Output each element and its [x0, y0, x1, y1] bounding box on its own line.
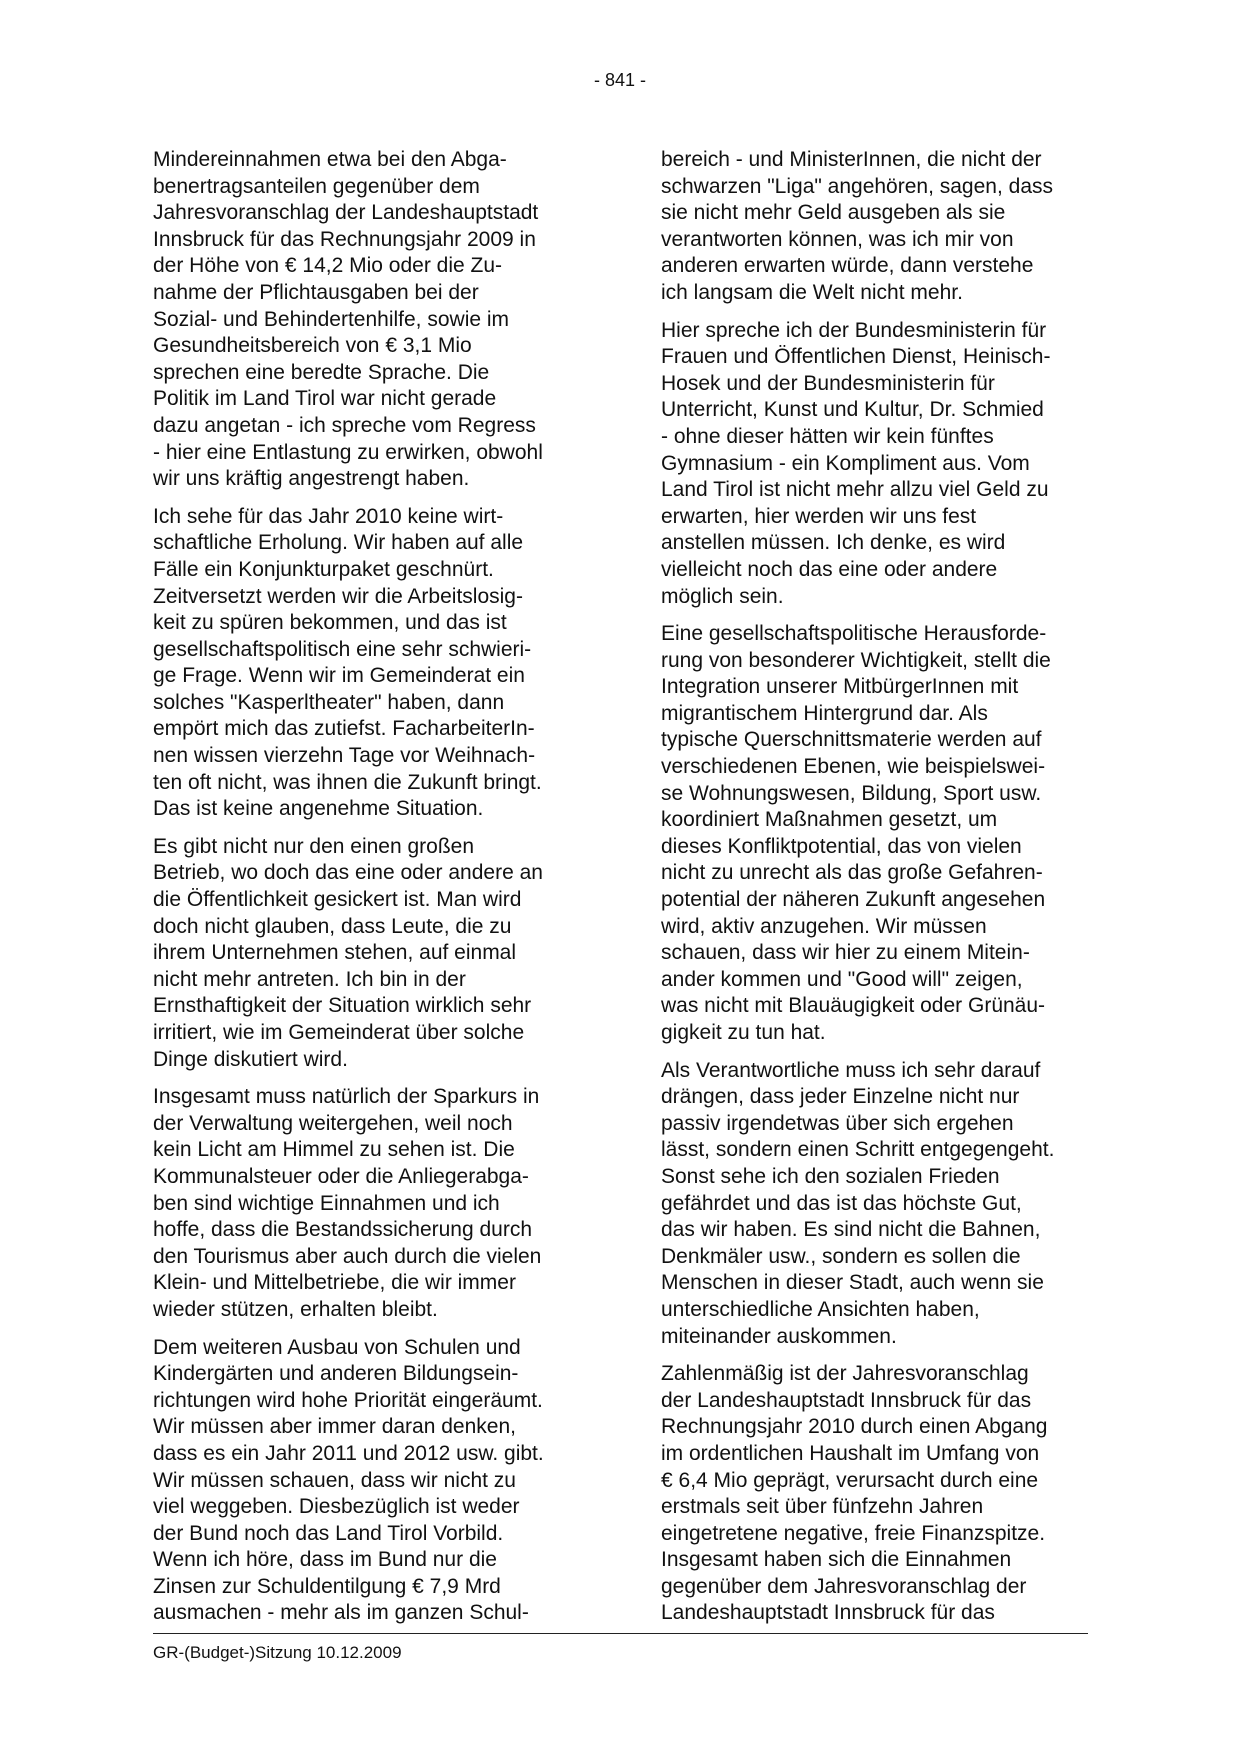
text-line: Sonst sehe ich den sozialen Frieden	[661, 1164, 1000, 1188]
text-line: Jahresvoranschlag der Landeshauptstadt	[153, 201, 539, 225]
left-text-column	[153, 147, 591, 1627]
text-line: Zeitversetzt werden wir die Arbeitslosig-	[153, 584, 523, 608]
text-line: verantworten können, was ich mir von	[661, 227, 1014, 251]
text-line: potential der näheren Zukunft angesehen	[661, 888, 1046, 912]
text-line: wir uns kräftig angestrengt haben.	[153, 467, 470, 491]
text-line: doch nicht glauben, dass Leute, die zu	[153, 914, 512, 938]
text-line: ten oft nicht, was ihnen die Zukunft bringt.	[153, 770, 542, 794]
text-line: der Höhe von € 14,2 Mio oder die Zu-	[153, 254, 503, 278]
paragraph	[153, 834, 591, 1073]
text-line: die Öffentlichkeit gesickert ist. Man wird	[153, 888, 522, 912]
text-line: solches "Kasperltheater" haben, dann	[153, 690, 505, 714]
text-line: gegenüber dem Jahresvoranschlag der	[661, 1574, 1027, 1598]
text-line: sprechen eine beredte Sprache. Die	[153, 360, 490, 384]
text-line: Ernsthaftigkeit der Situation wirklich sehr	[153, 994, 532, 1018]
text-line: Fälle ein Konjunkturpaket geschnürt.	[153, 557, 494, 581]
text-line: Land Tirol ist nicht mehr allzu viel Geld zu	[661, 478, 1049, 502]
text-line: nicht mehr antreten. Ich bin in der	[153, 967, 466, 991]
text-line: Zinsen zur Schuldentilgung € 7,9 Mrd	[153, 1574, 501, 1598]
text-line: wird, aktiv anzugehen. Wir müssen	[661, 914, 987, 938]
paragraph	[153, 504, 591, 823]
text-line: eingetretene negative, freie Finanzspitze.	[661, 1521, 1046, 1545]
text-line: Hosek und der Bundesministerin für	[661, 371, 995, 395]
text-line: € 6,4 Mio geprägt, verursacht durch eine	[661, 1468, 1039, 1492]
text-line: Insgesamt muss natürlich der Sparkurs in	[153, 1085, 540, 1109]
text-line: ben sind wichtige Einnahmen und ich	[153, 1191, 500, 1215]
text-line: hoffe, dass die Bestandssicherung durch	[153, 1218, 533, 1242]
text-line: vielleicht noch das eine oder andere	[661, 557, 998, 581]
text-line: ge Frage. Wenn wir im Gemeinderat ein	[153, 664, 525, 688]
text-line: Es gibt nicht nur den einen großen	[153, 834, 475, 858]
text-line: miteinander auskommen.	[661, 1324, 897, 1348]
text-line: richtungen wird hohe Priorität eingeräumt.	[153, 1388, 543, 1412]
text-line: erwarten, hier werden wir uns fest	[661, 504, 977, 528]
text-line: passiv irgendetwas über sich ergehen	[661, 1111, 1014, 1135]
text-line: Rechnungsjahr 2010 durch einen Abgang	[661, 1415, 1048, 1439]
paragraph	[153, 1084, 591, 1323]
text-line: benertragsanteilen gegenüber dem	[153, 174, 480, 198]
text-line: gefährdet und das ist das höchste Gut,	[661, 1191, 1022, 1215]
text-line: Das ist keine angenehme Situation.	[153, 797, 484, 821]
text-line: typische Querschnittsmaterie werden auf	[661, 728, 1042, 752]
text-line: Integration unserer MitbürgerInnen mit	[661, 675, 1019, 699]
text-line: den Tourismus aber auch durch die vielen	[153, 1244, 542, 1268]
text-line: der Verwaltung weitergehen, weil noch	[153, 1111, 513, 1135]
text-line: Eine gesellschaftspolitische Herausforde-	[661, 622, 1047, 646]
text-line: Betrieb, wo doch das eine oder andere an	[153, 861, 543, 885]
text-line: - hier eine Entlastung zu erwirken, obwohl	[153, 440, 543, 464]
text-line: erstmals seit über fünfzehn Jahren	[661, 1495, 984, 1519]
text-line: bereich - und MinisterInnen, die nicht der	[661, 148, 1042, 171]
text-line: anderen erwarten würde, dann verstehe	[661, 254, 1034, 278]
text-line: Unterricht, Kunst und Kultur, Dr. Schmied	[661, 398, 1044, 422]
text-line: migrantischem Hintergrund dar. Als	[661, 701, 988, 725]
text-line: Hier spreche ich der Bundesministerin für	[661, 318, 1047, 342]
text-line: Dem weiteren Ausbau von Schulen und	[153, 1335, 521, 1359]
text-line: irritiert, wie im Gemeinderat über solche	[153, 1021, 525, 1044]
text-line: Kindergärten und anderen Bildungsein-	[153, 1362, 519, 1386]
text-line: schauen, dass wir hier zu einem Mitein-	[661, 941, 1030, 965]
text-line: Innsbruck für das Rechnungsjahr 2009 in	[153, 227, 536, 251]
text-line: Kommunalsteuer oder die Anliegerabga-	[153, 1164, 529, 1188]
footer-session-label: GR-(Budget-)Sitzung 10.12.2009	[153, 1643, 402, 1662]
right-text-column	[661, 147, 1099, 1627]
paragraph	[153, 147, 591, 493]
text-line: ich langsam die Welt nicht mehr.	[661, 280, 963, 304]
text-line: nahme der Pflichtausgaben bei der	[153, 280, 479, 304]
text-line: - ohne dieser hätten wir kein fünftes	[661, 424, 994, 448]
text-line: im ordentlichen Haushalt im Umfang von	[661, 1441, 1040, 1465]
text-line: dieses Konfliktpotential, das von vielen	[661, 834, 1022, 858]
text-line: verschiedenen Ebenen, wie beispielswei-	[661, 755, 1046, 779]
text-line: Klein- und Mittelbetriebe, die wir immer	[153, 1271, 516, 1295]
text-line: wieder stützen, erhalten bleibt.	[153, 1297, 438, 1321]
text-line: der Landeshauptstadt Innsbruck für das	[661, 1388, 1032, 1412]
text-line: Frauen und Öffentlichen Dienst, Heinisch-	[661, 345, 1051, 369]
text-line: Wir müssen schauen, dass wir nicht zu	[153, 1468, 516, 1492]
text-line: sie nicht mehr Geld ausgeben als sie	[661, 201, 1006, 225]
text-line: Als Verantwortliche muss ich sehr darauf	[661, 1058, 1041, 1082]
text-line: das wir haben. Es sind nicht die Bahnen,	[661, 1218, 1041, 1242]
text-line: Wenn ich höre, dass im Bund nur die	[153, 1548, 497, 1572]
paragraph	[661, 1058, 1099, 1351]
paragraph	[661, 1361, 1099, 1627]
text-line: was nicht mit Blauäugigkeit oder Grünäu-	[661, 994, 1046, 1018]
text-line: schaftliche Erholung. Wir haben auf alle	[153, 531, 524, 555]
text-line: Mindereinnahmen etwa bei den Abga-	[153, 148, 507, 171]
paragraph	[661, 147, 1099, 307]
text-line: empört mich das zutiefst. FacharbeiterIn-	[153, 717, 535, 741]
text-line: dass es ein Jahr 2011 und 2012 usw. gibt.	[153, 1441, 544, 1465]
text-line: nen wissen vierzehn Tage vor Weihnach-	[153, 744, 536, 768]
footer-divider	[153, 1633, 1088, 1634]
text-line: koordiniert Maßnahmen gesetzt, um	[661, 808, 998, 832]
paragraph	[153, 1335, 591, 1628]
page-number: - 841 -	[593, 70, 647, 90]
text-line: ander kommen und "Good will" zeigen,	[661, 967, 1023, 991]
text-line: dazu angetan - ich spreche vom Regress	[153, 413, 536, 437]
text-line: Gymnasium - ein Kompliment aus. Vom	[661, 451, 1030, 475]
text-line: Landeshauptstadt Innsbruck für das	[661, 1601, 995, 1625]
text-line: ausmachen - mehr als im ganzen Schul-	[153, 1601, 529, 1625]
text-line: Gesundheitsbereich von € 3,1 Mio	[153, 334, 472, 358]
text-line: rung von besonderer Wichtigkeit, stellt die	[661, 648, 1051, 672]
text-line: Menschen in dieser Stadt, auch wenn sie	[661, 1271, 1044, 1295]
text-line: anstellen müssen. Ich denke, es wird	[661, 531, 1006, 555]
paragraph	[661, 621, 1099, 1047]
text-line: möglich sein.	[661, 584, 784, 608]
text-line: se Wohnungswesen, Bildung, Sport usw.	[661, 781, 1042, 805]
text-line: Insgesamt haben sich die Einnahmen	[661, 1548, 1012, 1572]
paragraph	[661, 318, 1099, 611]
text-line: Zahlenmäßig ist der Jahresvoranschlag	[661, 1362, 1029, 1386]
text-line: kein Licht am Himmel zu sehen ist. Die	[153, 1138, 515, 1162]
text-line: Dinge diskutiert wird.	[153, 1047, 348, 1071]
text-line: Sozial- und Behindertenhilfe, sowie im	[153, 307, 510, 331]
text-line: Ich sehe für das Jahr 2010 keine wirt-	[153, 504, 504, 528]
text-line: lässt, sondern einen Schritt entgegengeht.	[661, 1138, 1055, 1162]
text-line: Politik im Land Tirol war nicht gerade	[153, 387, 497, 411]
text-line: gigkeit zu tun hat.	[661, 1021, 826, 1044]
text-line: der Bund noch das Land Tirol Vorbild.	[153, 1521, 504, 1545]
text-line: ihrem Unternehmen stehen, auf einmal	[153, 941, 517, 965]
text-line: keit zu spüren bekommen, und das ist	[153, 611, 507, 635]
text-line: Denkmäler usw., sondern es sollen die	[661, 1244, 1021, 1268]
text-line: viel weggeben. Diesbezüglich ist weder	[153, 1495, 520, 1519]
text-line: schwarzen "Liga" angehören, sagen, dass	[661, 174, 1053, 198]
text-line: unterschiedliche Ansichten haben,	[661, 1297, 980, 1321]
text-line: Wir müssen aber immer daran denken,	[153, 1415, 516, 1439]
text-line: gesellschaftspolitisch eine sehr schwieri-	[153, 637, 532, 661]
text-line: drängen, dass jeder Einzelne nicht nur	[661, 1085, 1020, 1109]
text-line: nicht zu unrecht als das große Gefahren-	[661, 861, 1043, 885]
